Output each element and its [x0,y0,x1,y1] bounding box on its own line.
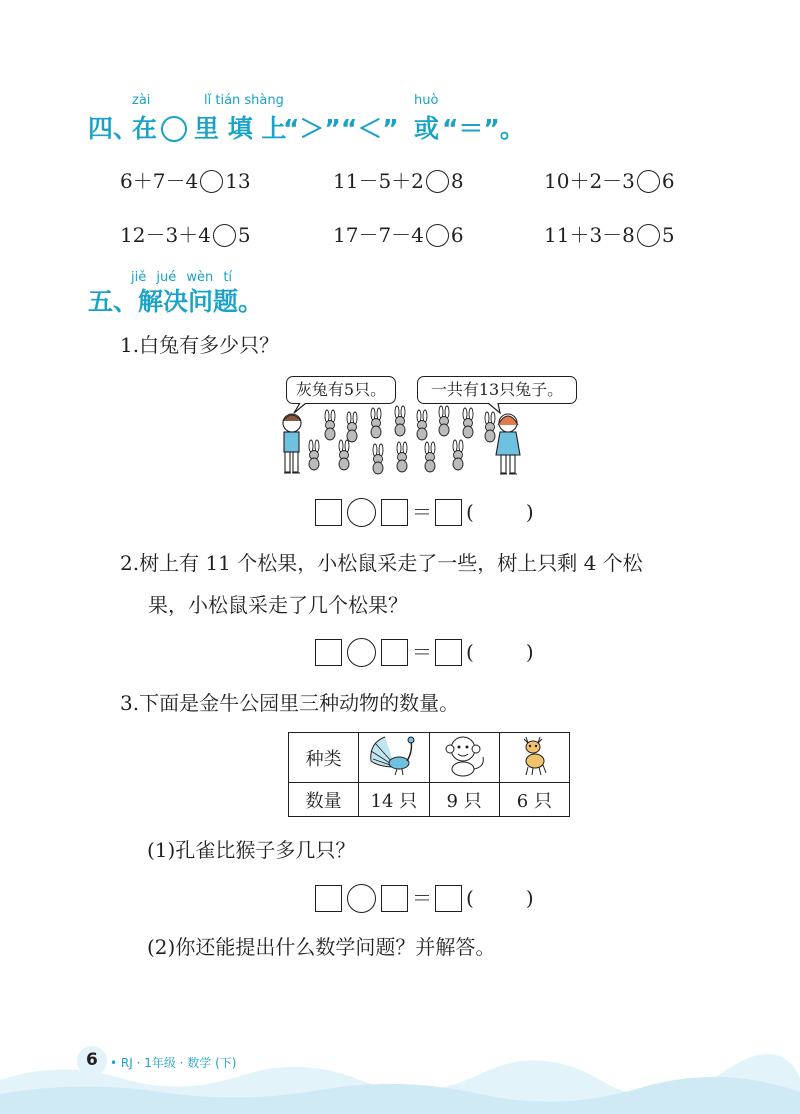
answer-box[interactable] [315,639,342,666]
section-4-heading [88,92,548,148]
question-3-sub1: (1)孔雀比猴子多几只？ [147,838,356,862]
unit-blank[interactable]: ( ) [466,499,534,524]
compare-circle-input[interactable] [426,224,449,247]
speech-bubble-right [417,376,577,404]
equals-sign: ＝ [412,499,432,524]
answer-row-1 [315,497,534,527]
monkey-cell [429,733,499,783]
compare-circle-input[interactable] [637,170,660,193]
question-3-sub2: (2)你还能提出什么数学问题？并解答。 [147,935,496,959]
section-5-pinyin: jiě jué wèn tí [131,270,233,285]
section-4-number: 四、 [88,114,139,143]
deer-cell [499,733,569,783]
comparison-left: 11－5＋2 [333,169,424,193]
heading-huo: 或 [414,114,440,143]
heading-circle-icon [161,116,187,142]
comparison-right: 5 [661,223,675,247]
compare-circle-input[interactable] [426,170,449,193]
comparison-left: 6＋7－4 [120,169,199,193]
compare-circle-input[interactable] [637,224,660,247]
heading-li-tian-shang: 里 填 上 [194,114,287,143]
comparison-3 [544,167,675,195]
comparison-right: 6 [450,223,464,247]
comparison-left: 11＋3－8 [544,223,635,247]
footer-book-info: • RJ · 1年级 · 数学 (下) [110,1056,237,1070]
comparison-right: 6 [661,169,675,193]
deer-icon [509,733,559,777]
comparison-right: 13 [225,169,251,193]
table-header-kind: 种类 [289,733,359,783]
heading-zai: 在 [132,114,158,143]
compare-circle-input[interactable] [200,170,223,193]
comparison-left: 17－7－4 [333,223,424,247]
compare-circle-input[interactable] [213,224,236,247]
comparison-right: 5 [237,223,251,247]
section-5-title: 五、解决问题。 [88,287,264,316]
comparison-2 [333,167,464,195]
animal-count-table [288,732,570,817]
unit-blank[interactable]: ( ) [466,885,534,910]
comparison-left: 12－3＋4 [120,223,211,247]
pinyin-li-tian-shang: lǐ tián shàng [204,93,284,108]
girl-icon [496,414,520,474]
answer-box[interactable] [381,885,408,912]
bubble-left-text: 灰兔有5只。 [295,380,387,399]
answer-box[interactable] [381,639,408,666]
page-number-badge [77,1046,107,1076]
result-box[interactable] [435,499,462,526]
boy-icon [283,414,301,473]
unit-blank[interactable]: ( ) [466,639,534,664]
equals-sign: ＝ [412,639,432,664]
deer-count: 6 只 [499,783,569,817]
monkey-count: 9 只 [429,783,499,817]
result-box[interactable] [435,885,462,912]
bubble-right-text: 一共有13只兔子。 [430,380,564,399]
result-box[interactable] [435,639,462,666]
rabbits-illustration [272,403,532,481]
speech-bubble-left [286,376,396,404]
comparison-5 [333,221,464,249]
pinyin-zai: zài [132,93,151,108]
operator-circle[interactable] [347,498,376,527]
comparison-6 [544,221,675,249]
question-3-text: 3.下面是金牛公园里三种动物的数量。 [120,691,460,715]
question-2-line1: 2.树上有 11 个松果，小松鼠采走了一些，树上只剩 4 个松 [120,551,643,575]
answer-box[interactable] [315,885,342,912]
answer-row-2 [315,637,534,667]
comparison-left: 10＋2－3 [544,169,635,193]
table-header-count: 数量 [289,783,359,817]
page-number: 6 [86,1050,98,1070]
answer-box[interactable] [315,499,342,526]
peacock-cell [359,733,429,783]
operator-circle[interactable] [347,884,376,913]
question-2-line2: 果，小松鼠采走了几个松果？ [148,593,408,617]
equals-sign: ＝ [412,885,432,910]
monkey-icon [437,733,491,777]
peacock-icon [365,733,423,777]
comparison-right: 8 [450,169,464,193]
comparison-1 [120,167,251,195]
operator-circle[interactable] [347,638,376,667]
answer-box[interactable] [381,499,408,526]
comparison-4 [120,221,251,249]
heading-symbols: “＞”“＜” [283,114,399,143]
answer-row-3 [315,883,534,913]
rabbit-icons [309,406,495,474]
peacock-count: 14 只 [359,783,429,817]
heading-equals: “＝”。 [442,114,525,143]
pinyin-huo: huò [414,93,439,108]
question-1-text: 1.白兔有多少只？ [120,333,280,357]
